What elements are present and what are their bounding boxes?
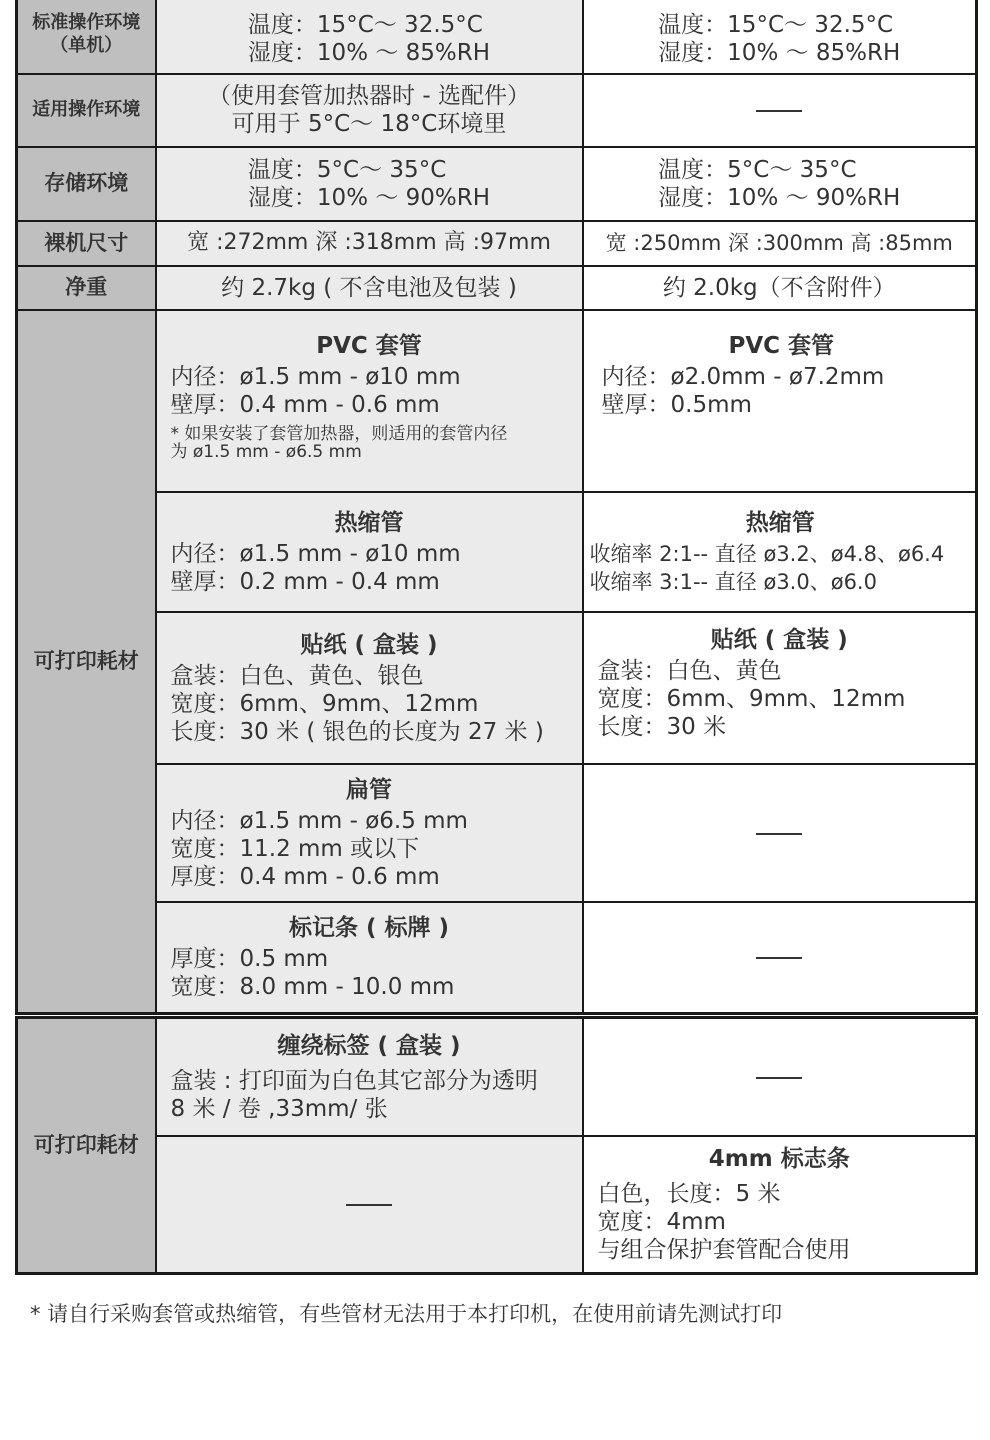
flat-a: 扁管 内径：ø1.5 mm - ø6.5 mm 宽度：11.2 mm 或以下 厚度：0.4 mm - 0.6 mm — [156, 764, 583, 902]
strip4-b: 4mm 标志条 白色，长度：5 米 宽度：4mm 与组合保护套管配合使用 — [583, 1136, 977, 1274]
size-a: 宽 :272mm 深 :318mm 高 :97mm — [156, 221, 583, 266]
wrap-b-empty — [583, 1018, 977, 1136]
row-applicable-env — [17, 74, 977, 147]
marker-a: 标记条 ( 标牌 ) 厚度：0.5 mm 宽度：8.0 mm - 10.0 mm — [156, 902, 583, 1014]
storage-a: 温度：5°C～ 35°C 湿度：10% ～ 90%RH — [156, 147, 583, 221]
footnote: * 请自行采购套管或热缩管，有些管材无法用于本打印机，在使用前请先测试打印 — [30, 1302, 783, 1326]
std-env-a: 温度：15°C～ 32.5°C 湿度：10% ～ 85%RH — [156, 0, 583, 74]
app-env-a: （使用套管加热器时 - 选配件） 可用于 5°C～ 18°C环境里 — [156, 74, 583, 147]
dash-placeholder — [756, 1077, 802, 1079]
pvc-a: PVC 套管 内径：ø1.5 mm - ø10 mm 壁厚：0.4 mm - 0.6 mm * 如果安装了套管加热器，则适用的套管内径 为 ø1.5 mm - ø6.5 mm — [156, 310, 583, 492]
weight-a: 约 2.7kg ( 不含电池及包装 ) — [156, 266, 583, 310]
label-consumables: 可打印耗材 — [17, 310, 156, 1014]
spec-table-1 — [15, 0, 978, 1015]
label-size: 裸机尺寸 — [17, 221, 156, 266]
label-applicable-env: 适用操作环境 — [17, 74, 156, 147]
row-standard-env — [17, 0, 977, 74]
row-wrap-label — [17, 1018, 977, 1136]
flat-b-empty — [583, 764, 977, 902]
sticker-b: 贴纸 ( 盒装 ) 盒装：白色、黄色 宽度：6mm、9mm、12mm 长度：30 米 — [583, 612, 977, 764]
row-sticker — [17, 612, 977, 764]
row-storage-env — [17, 147, 977, 221]
label-weight: 净重 — [17, 266, 156, 310]
size-b: 宽 :250mm 深 :300mm 高 :85mm — [583, 221, 977, 266]
label-standard-env: 标准操作环境 （单机） — [17, 0, 156, 74]
pvc-b: PVC 套管 内径：ø2.0mm - ø7.2mm 壁厚：0.5mm — [583, 310, 977, 492]
row-4mm-strip — [17, 1136, 977, 1274]
label-storage-env: 存储环境 — [17, 147, 156, 221]
spec-table-2 — [15, 1016, 978, 1275]
row-heat-shrink — [17, 492, 977, 612]
sticker-a: 贴纸 ( 盒装 ) 盒装：白色、黄色、银色 宽度：6mm、9mm、12mm 长度：30 米 ( 银色的长度为 27 米 ) — [156, 612, 583, 764]
row-pvc — [17, 310, 977, 492]
dash-placeholder — [756, 833, 802, 835]
row-size — [17, 221, 977, 266]
heat-a: 热缩管 内径：ø1.5 mm - ø10 mm 壁厚：0.2 mm - 0.4 mm — [156, 492, 583, 612]
row-flat-tube — [17, 764, 977, 902]
marker-b-empty — [583, 902, 977, 1014]
app-env-b-empty — [583, 74, 977, 147]
std-env-b: 温度：15°C～ 32.5°C 湿度：10% ～ 85%RH — [583, 0, 977, 74]
row-marker-strip — [17, 902, 977, 1014]
label-consumables-2: 可打印耗材 — [17, 1018, 156, 1274]
row-weight — [17, 266, 977, 310]
dash-placeholder — [346, 1204, 392, 1206]
wrap-a: 缠绕标签 ( 盒装 ) 盒装 : 打印面为白色其它部分为透明 8 米 / 卷 ,33mm/ 张 — [156, 1018, 583, 1136]
dash-placeholder — [756, 957, 802, 959]
dash-placeholder — [756, 110, 802, 112]
weight-b: 约 2.0kg（不含附件） — [583, 266, 977, 310]
storage-b: 温度：5°C～ 35°C 湿度：10% ～ 90%RH — [583, 147, 977, 221]
strip4-a-empty — [156, 1136, 583, 1274]
heat-b: 热缩管 收缩率 2:1-- 直径 ø3.2、ø4.8、ø6.4 收缩率 3:1-- 直径 ø3.0、ø6.0 — [583, 492, 977, 612]
